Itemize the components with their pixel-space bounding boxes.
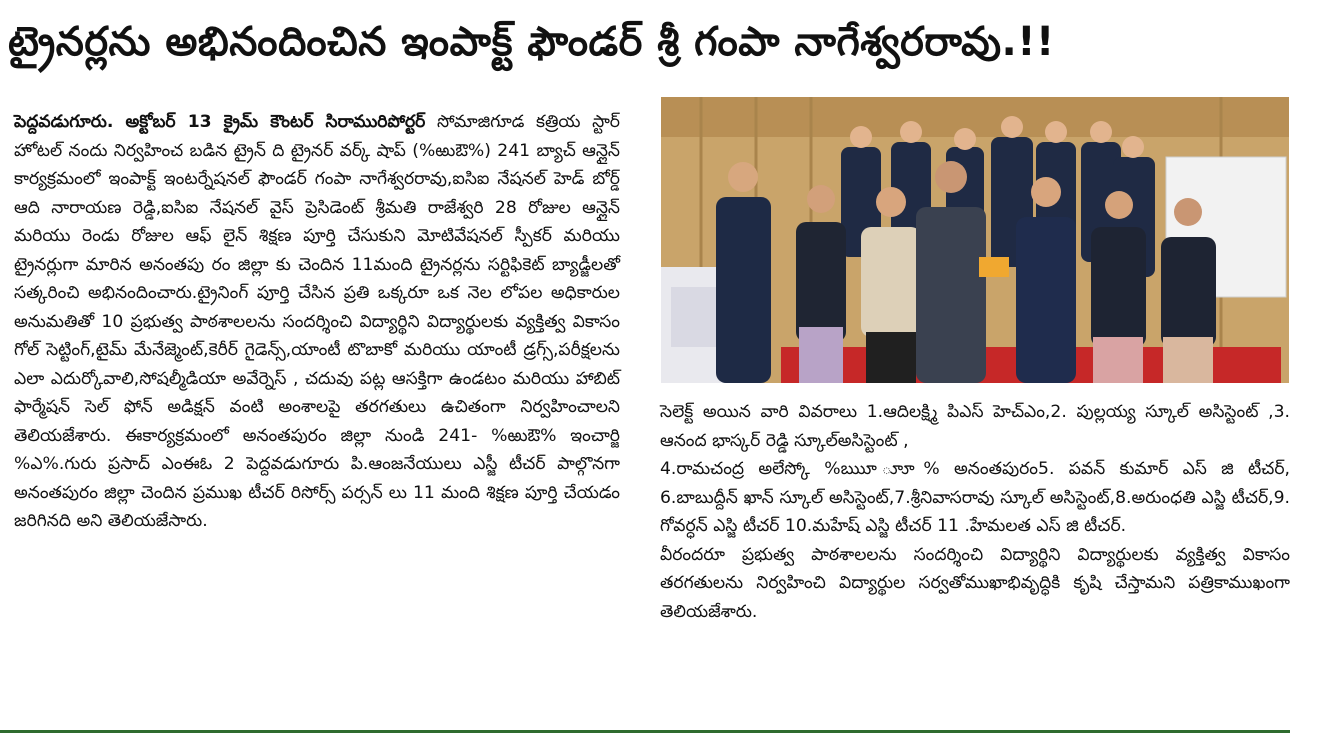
body-text-left: సోమాజిగూడ కత్రియ స్టార్ హోటల్ నందు నిర్వహించ బడిన ట్రైన్ ది ట్రైనర్ వర్క్ షాప్ (%ఱుఔ%) 241 బ్యాచ్ ఆన్లైన్ కార్యక్రమంలో ఇంపాక్ట్ ఇంటర్నేషనల్ ఫౌండర్ గంపా నాగేశ్వరరావు,ఐసిఐ నేషనల్ హెడ్ బోర్డ్ ఆది నారాయణ రెడ్డి,ఐసిఐ నేషనల్ వైస్ ప్రెసిడెంట్ శ్రీమతి రాజేశ్వరి 28 రోజుల ఆన్లైన్ మరియు రెండు రోజుల ఆఫ్ లైన్ శిక్షణ పూర్తి చేసుకుని మోటివేషనల్ స్పీకర్ మరియు ట్రైనర్లుగా మారిన అనంతపు రం జిల్లా కు చెందిన 11మంది ట్రైనర్లను సర్టిఫికెట్ బ్యాడ్జీలతో సత్కరించి అభినందించారు.ట్రైనింగ్ పూర్తి చేసిన ప్రతి ఒక్కరూ ఒక నెల లోపల అధికారుల అనుమతితో 10 ప్రభుత్వ పాఠశాలలను సందర్శించి విద్యార్థిని విద్యార్థులకు వ్యక్తిత్వ వికాసం గోల్ సెట్టింగ్,టైమ్ మేనేజ్మెంట్,కెరీర్ గైడెన్స్,యాంటీ టొబాకో మరియు యాంటీ డ్రగ్స్,పరీక్షలను ఎలా ఎదుర్కోవాలి,సోషల్మీడియా అవేర్నెస్ , చదువు పట్ల ఆసక్తిగా ఉండటం మరియు హాబిట్ ఫార్మేషన్ సెల్ ఫోన్ అడిక్షన్ వంటి అంశాలపై తరగతులు ఉచితంగా నిర్వహించాలని తెలియజేశారు. ఈకార్యక్రమంలో అనంతపురం జిల్లా నుండి 241- %ఱుఔ% ఇంచార్జి %ఎ%.గురు ప్రసాద్ ఎంఈఓ 2 పెద్దవడుగూరు పి.ఆంజనేయులు ఎస్జీ టీచర్ పాల్గొనగా అనంతపురం జిల్లా చెందిన ప్రముఖ టీచర్ రిసోర్స్ పర్సన్ లు 11 మంది శిక్షణ పూర్తి చేయడం జరిగినది అని తెలియజేసారు. (14, 112, 620, 531)
headline: ట్రైనర్లను అభినందించిన ఇంపాక్ట్ ఫౌండర్ శ్రీ గంపా నాగేశ్వరరావు.!! (8, 19, 1055, 65)
selected-list-intro: సెలెక్ట్ అయిన వారి వివరాలు 1.ఆదిలక్ష్మి పిఎస్ హెచ్ఎం,2. పుల్లయ్య స్కూల్ అసిస్టెంట్ ,3. ఆనంద భాస్కర్ రెడ్డి స్కూల్అసిస్టెంట్ , (660, 402, 1290, 451)
bottom-strip (0, 733, 1317, 744)
article-body-left (14, 108, 620, 536)
selected-list-continued: 4.రామచంద్ర అలేస్కో %ఋూ ూూ% అనంతపురం5. పవన్ కుమార్ ఎస్ జి టీచర్, 6.బాబుద్దీన్ ఖాన్ స్కూల్ అసిస్టెంట్,7.శ్రీనివాసరావు స్కూల్ అసిస్టెంట్,8.అరుంధతి ఎస్జి టీచర్,9. గోవర్ధన్ ఎస్జి టీచర్ 10.మహేష్ ఎస్జి టీచర్ 11 .హేమలత ఎస్ జి టీచర్. (660, 459, 1291, 536)
closing-paragraph: వీరందరూ ప్రభుత్వ పాఠశాలలను సందర్శించి విద్యార్థిని విద్యార్థులకు వ్యక్తిత్వ వికాసం తరగతులను నిర్వహించి విద్యార్థుల సర్వతోముఖాభివృద్ధికి కృషి చేస్తామని పత్రికాముఖంగా తెలియజేశారు. (660, 544, 1290, 622)
news-photo (661, 97, 1289, 383)
group-photo-illustration (661, 97, 1289, 383)
article-body-right (660, 398, 1290, 626)
paragraph-left (14, 108, 620, 536)
dateline: పెద్దవడుగూరు. అక్టోబర్ 13 క్రైమ్ కౌంటర్ సిరామురిపోర్టర్ (14, 112, 426, 132)
